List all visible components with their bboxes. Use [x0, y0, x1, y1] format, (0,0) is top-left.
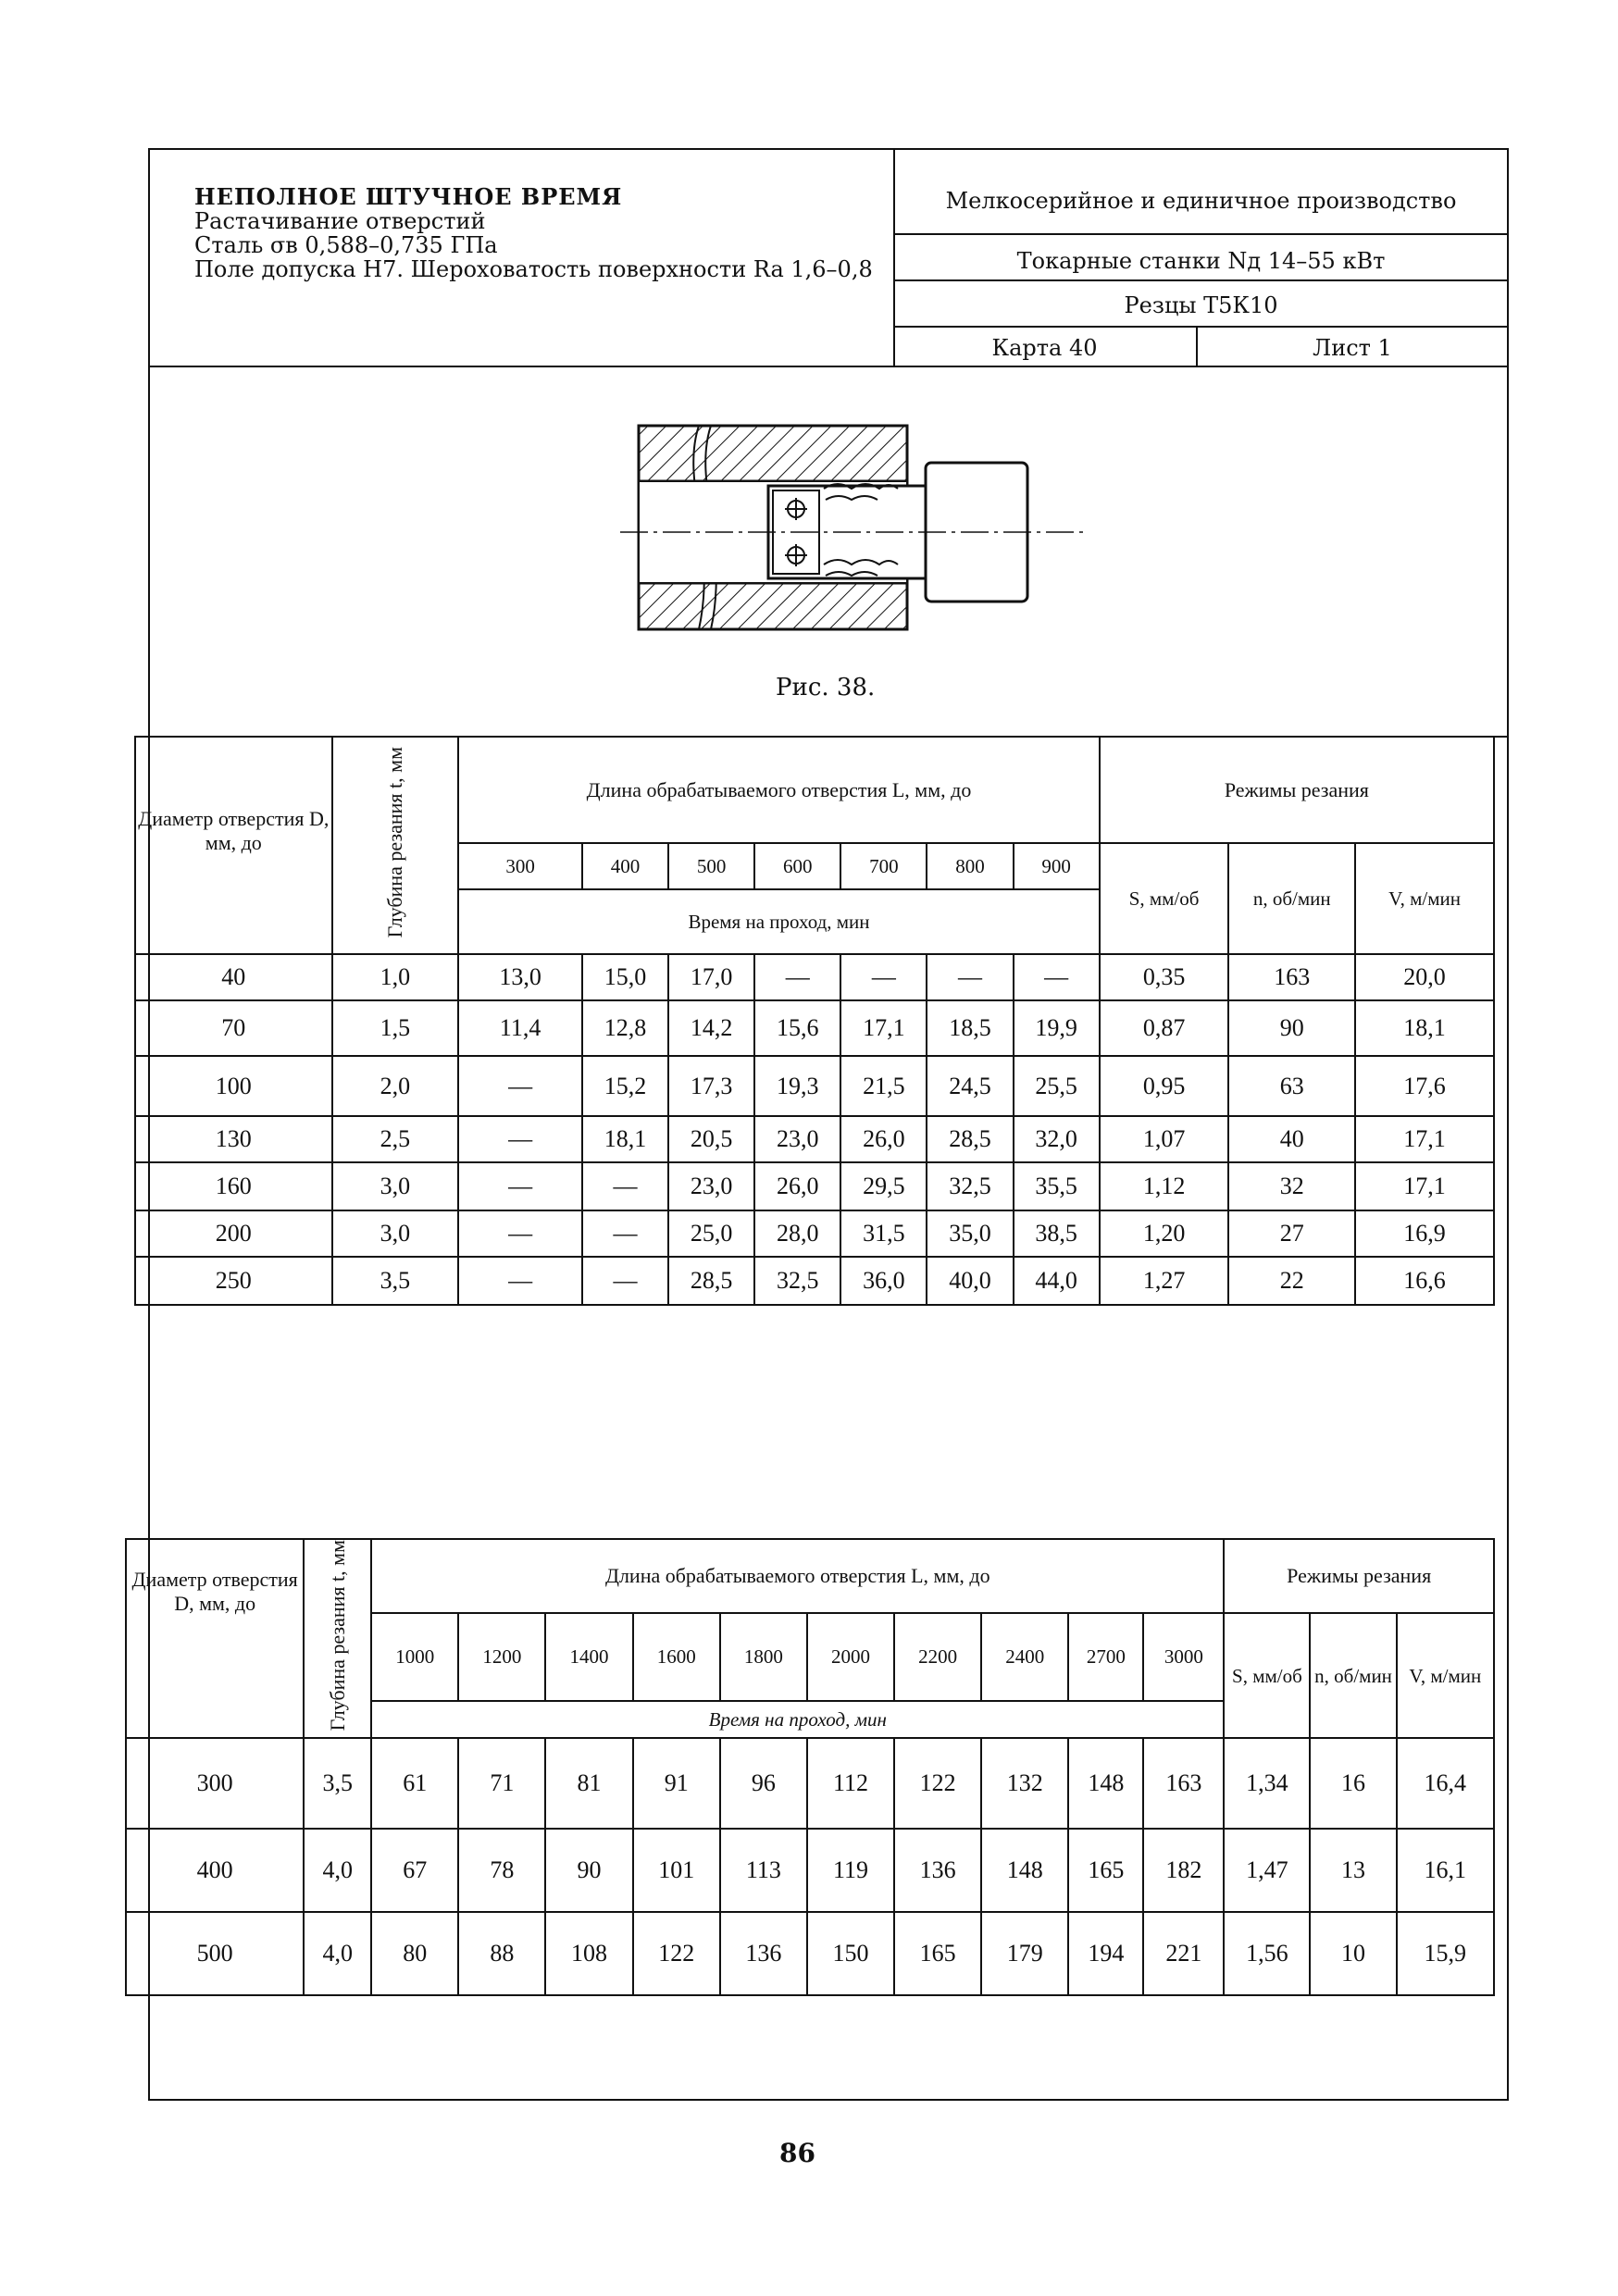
t2-cell: 221 [1143, 1912, 1224, 1995]
t1-cell: 22 [1228, 1257, 1355, 1305]
t2-cell: 78 [458, 1829, 545, 1912]
t2-mode-s: S, мм/об [1224, 1613, 1310, 1738]
t2-cell: 71 [458, 1738, 545, 1829]
t1-depth-header [332, 737, 459, 954]
t1-cell: 21,5 [840, 1056, 927, 1116]
cutter-type: Резцы Т5К10 [1124, 292, 1278, 318]
machine-type: Токарные станки Nд 14–55 кВт [1016, 248, 1386, 274]
t2-cell: 179 [981, 1912, 1068, 1995]
t2-length-2000: 2000 [807, 1613, 894, 1701]
t2-cell: 3,5 [304, 1738, 371, 1829]
t2-length-group: Длина обрабатываемого отверстия L, мм, до [371, 1539, 1224, 1613]
t1-cell: 40 [135, 954, 332, 1000]
t1-cell: — [458, 1210, 582, 1257]
t1-depth-label: Глубина резания t, мм [382, 746, 406, 938]
figure-caption: Рис. 38. [776, 674, 876, 701]
t2-cell: 150 [807, 1912, 894, 1995]
t1-cell: — [582, 1257, 668, 1305]
header-rule-3 [893, 326, 1509, 328]
t1-mode-s: S, мм/об [1100, 843, 1229, 954]
t2-time-label: Время на проход, мин [371, 1701, 1224, 1738]
t1-cell: 1,5 [332, 1000, 459, 1056]
t1-cell: 1,12 [1100, 1162, 1229, 1210]
t1-cell: 32,0 [1014, 1116, 1100, 1162]
t2-cell: 67 [371, 1829, 458, 1912]
t2-cell: 194 [1068, 1912, 1143, 1995]
t1-cell: 17,6 [1355, 1056, 1494, 1116]
t2-length-1800: 1800 [720, 1613, 807, 1701]
t2-cell: 136 [720, 1912, 807, 1995]
t1-cell: 11,4 [458, 1000, 582, 1056]
t2-cell: 182 [1143, 1829, 1224, 1912]
t2-cell: 10 [1310, 1912, 1396, 1995]
t2-cell: 1,47 [1224, 1829, 1310, 1912]
t2-depth-label: Глубина резания t, мм [325, 1540, 349, 1731]
t1-cell: 163 [1228, 954, 1355, 1000]
t1-row [135, 1210, 1494, 1257]
t1-row [135, 1056, 1494, 1116]
t1-cell: 17,0 [668, 954, 754, 1000]
t1-cell: 63 [1228, 1056, 1355, 1116]
header-rule-2 [893, 279, 1509, 281]
t1-cell: 15,0 [582, 954, 668, 1000]
t1-length-600: 600 [754, 843, 840, 889]
t2-cell: 163 [1143, 1738, 1224, 1829]
t1-row [135, 1162, 1494, 1210]
t2-mode-v: V, м/мин [1397, 1613, 1494, 1738]
header-line-3: Поле допуска Н7. Шероховатость поверхности Ra 1,6–0,8 [194, 256, 873, 282]
t1-cell: 35,0 [927, 1210, 1013, 1257]
t1-diameter-header: Диаметр отверстия D, мм, до [135, 737, 332, 954]
t1-cell: 0,87 [1100, 1000, 1229, 1056]
t1-cell: 40,0 [927, 1257, 1013, 1305]
t2-cell: 122 [894, 1738, 981, 1829]
t1-cell: 0,35 [1100, 954, 1229, 1000]
t2-body [126, 1738, 1494, 1995]
t1-cell: 26,0 [840, 1116, 927, 1162]
t1-cell: 26,0 [754, 1162, 840, 1210]
t1-cell: 17,1 [1355, 1162, 1494, 1210]
t2-length-2400: 2400 [981, 1613, 1068, 1701]
t2-row [126, 1829, 1494, 1912]
t1-cell: — [458, 1116, 582, 1162]
t1-cell: — [458, 1162, 582, 1210]
t2-cell: 148 [981, 1829, 1068, 1912]
t1-cell: 25,5 [1014, 1056, 1100, 1116]
sheet-number: Лист 1 [1313, 335, 1392, 361]
t1-cell: 160 [135, 1162, 332, 1210]
t1-cell: 130 [135, 1116, 332, 1162]
t2-length-3000: 3000 [1143, 1613, 1224, 1701]
t2-mode-n: n, об/мин [1310, 1613, 1396, 1738]
t1-cell: 100 [135, 1056, 332, 1116]
t1-cell: 24,5 [927, 1056, 1013, 1116]
header-left [194, 185, 873, 281]
t1-cell: 2,5 [332, 1116, 459, 1162]
t1-cell: 19,9 [1014, 1000, 1100, 1056]
t2-length-1000: 1000 [371, 1613, 458, 1701]
t1-cell: 17,1 [840, 1000, 927, 1056]
t2-cell: 165 [1068, 1829, 1143, 1912]
t2-cell: 15,9 [1397, 1912, 1494, 1995]
t1-length-400: 400 [582, 843, 668, 889]
header-rule-1 [893, 233, 1509, 235]
t1-cell: — [582, 1210, 668, 1257]
t1-cell: 36,0 [840, 1257, 927, 1305]
t2-cell: 148 [1068, 1738, 1143, 1829]
t1-row [135, 1257, 1494, 1305]
header-line-1: Растачивание отверстий [194, 208, 486, 234]
t1-cell: 32,5 [927, 1162, 1013, 1210]
t2-cell: 81 [545, 1738, 632, 1829]
t1-cell: — [458, 1257, 582, 1305]
t2-cell: 4,0 [304, 1829, 371, 1912]
t2-cell: 165 [894, 1912, 981, 1995]
t1-cell: 18,5 [927, 1000, 1013, 1056]
boring-drawing [611, 407, 1092, 666]
t1-cell: — [458, 1056, 582, 1116]
t2-cell: 500 [126, 1912, 304, 1995]
t1-length-700: 700 [840, 843, 927, 889]
t1-cell: 13,0 [458, 954, 582, 1000]
t1-cell: 70 [135, 1000, 332, 1056]
t1-cell: 16,9 [1355, 1210, 1494, 1257]
t1-cell: 3,0 [332, 1210, 459, 1257]
t1-cell: — [582, 1162, 668, 1210]
t2-cell: 61 [371, 1738, 458, 1829]
t1-cell: 2,0 [332, 1056, 459, 1116]
t1-cell: 3,5 [332, 1257, 459, 1305]
t2-cell: 16,4 [1397, 1738, 1494, 1829]
t1-cell: 14,2 [668, 1000, 754, 1056]
t1-cell: 44,0 [1014, 1257, 1100, 1305]
t1-cell: 40 [1228, 1116, 1355, 1162]
t2-cell: 101 [633, 1829, 720, 1912]
t2-cell: 136 [894, 1829, 981, 1912]
header-bottom-rule [148, 366, 1509, 367]
t1-row [135, 1116, 1494, 1162]
t1-row [135, 954, 1494, 1000]
header-line-2: Сталь σв 0,588–0,735 ГПа [194, 232, 498, 258]
t1-cell: 17,3 [668, 1056, 754, 1116]
t2-cell: 80 [371, 1912, 458, 1995]
t2-row [126, 1738, 1494, 1829]
page-number: 86 [779, 2138, 815, 2168]
t2-cell: 90 [545, 1829, 632, 1912]
t1-cell: 19,3 [754, 1056, 840, 1116]
t2-length-2700: 2700 [1068, 1613, 1143, 1701]
t2-cell: 122 [633, 1912, 720, 1995]
t1-cell: — [754, 954, 840, 1000]
t2-row [126, 1912, 1494, 1995]
t1-cell: 23,0 [668, 1162, 754, 1210]
t1-length-800: 800 [927, 843, 1013, 889]
t2-depth-header [304, 1539, 371, 1738]
t1-cell: 28,5 [668, 1257, 754, 1305]
t2-length-1200: 1200 [458, 1613, 545, 1701]
t1-length-group: Длина обрабатываемого отверстия L, мм, до [458, 737, 1099, 843]
t2-cell: 119 [807, 1829, 894, 1912]
t1-cell: 1,07 [1100, 1116, 1229, 1162]
t1-cell: 20,0 [1355, 954, 1494, 1000]
t2-cell: 1,56 [1224, 1912, 1310, 1995]
t1-cell: 17,1 [1355, 1116, 1494, 1162]
t1-body [135, 954, 1494, 1305]
t1-cell: 15,6 [754, 1000, 840, 1056]
t2-cell: 13 [1310, 1829, 1396, 1912]
t1-cell: 250 [135, 1257, 332, 1305]
t1-time-label: Время на проход, мин [458, 889, 1099, 954]
t1-cell: 0,95 [1100, 1056, 1229, 1116]
t1-cell: 1,27 [1100, 1257, 1229, 1305]
card-number: Карта 40 [991, 335, 1098, 361]
t1-cell: 15,2 [582, 1056, 668, 1116]
t2-cell: 400 [126, 1829, 304, 1912]
t2-cell: 113 [720, 1829, 807, 1912]
t2-cell: 300 [126, 1738, 304, 1829]
t2-cell: 16 [1310, 1738, 1396, 1829]
t2-cell: 1,34 [1224, 1738, 1310, 1829]
t1-cell: 1,0 [332, 954, 459, 1000]
t2-diameter-header: Диаметр отверстия D, мм, до [126, 1539, 304, 1738]
t1-cell: 25,0 [668, 1210, 754, 1257]
t1-length-900: 900 [1014, 843, 1100, 889]
t1-cell: 20,5 [668, 1116, 754, 1162]
t1-cell: 28,5 [927, 1116, 1013, 1162]
t2-cell: 96 [720, 1738, 807, 1829]
t1-cell: 31,5 [840, 1210, 927, 1257]
t1-mode-n: n, об/мин [1228, 843, 1355, 954]
t2-length-1600: 1600 [633, 1613, 720, 1701]
t1-mode-v: V, м/мин [1355, 843, 1494, 954]
t1-cell: 12,8 [582, 1000, 668, 1056]
t1-cell: 3,0 [332, 1162, 459, 1210]
t1-length-500: 500 [668, 843, 754, 889]
t2-modes-group: Режимы резания [1224, 1539, 1494, 1613]
t2-cell: 16,1 [1397, 1829, 1494, 1912]
t1-cell: 200 [135, 1210, 332, 1257]
t1-cell: 35,5 [1014, 1162, 1100, 1210]
t1-cell: 18,1 [1355, 1000, 1494, 1056]
t2-cell: 112 [807, 1738, 894, 1829]
t2-cell: 108 [545, 1912, 632, 1995]
table-2 [125, 1538, 1495, 1996]
t1-modes-group: Режимы резания [1100, 737, 1494, 843]
t1-cell: 18,1 [582, 1116, 668, 1162]
t2-cell: 4,0 [304, 1912, 371, 1995]
production-type: Мелкосерийное и единичное производство [945, 188, 1457, 214]
t2-length-1400: 1400 [545, 1613, 632, 1701]
t1-cell: 28,0 [754, 1210, 840, 1257]
header-title: НЕПОЛНОЕ ШТУЧНОЕ ВРЕМЯ [194, 183, 623, 210]
t2-cell: 132 [981, 1738, 1068, 1829]
t1-cell: — [840, 954, 927, 1000]
table-1 [134, 736, 1495, 1306]
t2-cell: 88 [458, 1912, 545, 1995]
t1-cell: 16,6 [1355, 1257, 1494, 1305]
t1-cell: 38,5 [1014, 1210, 1100, 1257]
t1-cell: 32 [1228, 1162, 1355, 1210]
t2-cell: 91 [633, 1738, 720, 1829]
t1-row [135, 1000, 1494, 1056]
t1-cell: 32,5 [754, 1257, 840, 1305]
t1-cell: — [1014, 954, 1100, 1000]
t1-length-300: 300 [458, 843, 582, 889]
t1-cell: 27 [1228, 1210, 1355, 1257]
t1-cell: 29,5 [840, 1162, 927, 1210]
t1-cell: 23,0 [754, 1116, 840, 1162]
t1-cell: 90 [1228, 1000, 1355, 1056]
t2-length-2200: 2200 [894, 1613, 981, 1701]
t1-cell: 1,20 [1100, 1210, 1229, 1257]
t1-cell: — [927, 954, 1013, 1000]
